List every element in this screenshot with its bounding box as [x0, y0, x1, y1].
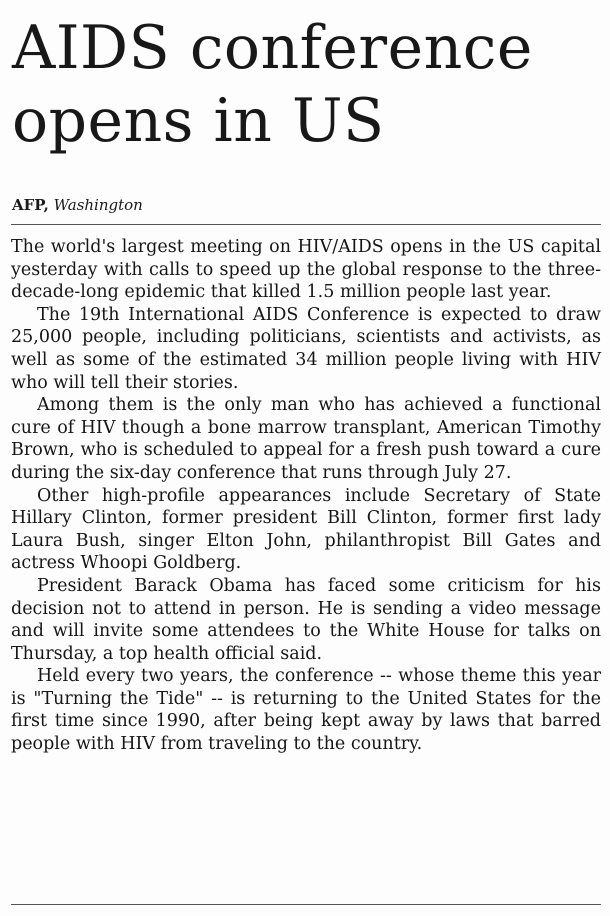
article-paragraph: Held every two years, the conference -- whose theme this year is "Turning the Tide" -- is returning to the United States for the first time since 1990, after being kept away by laws that barred people with HIV from traveling to the country.: [11, 666, 601, 755]
byline-agency: AFP,: [12, 196, 49, 214]
article-paragraph: The world's largest meeting on HIV/AIDS opens in the US capital yesterday with calls to speed up the global response to the three-decade-long epidemic that killed 1.5 million people last year.: [11, 237, 601, 303]
article-paragraph: The 19th International AIDS Conference is expected to draw 25,000 people, including politicians, scientists and activists, as well as some of the estimated 34 million people living with HIV who will tell their stories.: [11, 304, 601, 393]
article-paragraph: President Barack Obama has faced some criticism for his decision not to attend in person. He is sending a video message and will invite some attendees to the White House for talks on Thursday, a top health official said.: [11, 575, 601, 664]
article-body: [11, 236, 601, 756]
article-byline: [12, 196, 143, 214]
article-paragraph: Among them is the only man who has achieved a functional cure of HIV though a bone marrow transplant, American Timothy Brown, who is scheduled to appeal for a fresh push toward a cure during the six-day conference that runs through July 27.: [11, 395, 601, 483]
article-paragraph: Other high-profile appearances include Secretary of State Hillary Clinton, former president Bill Clinton, former first lady Laura Bush, singer Elton John, philanthropist Bill Gates and actress Whoopi Goldberg.: [11, 485, 601, 574]
byline-location: Washington: [53, 196, 143, 214]
article-headline: AIDS conference opens in US: [12, 13, 533, 156]
bottom-divider: [11, 904, 601, 905]
byline-divider: [11, 224, 601, 225]
